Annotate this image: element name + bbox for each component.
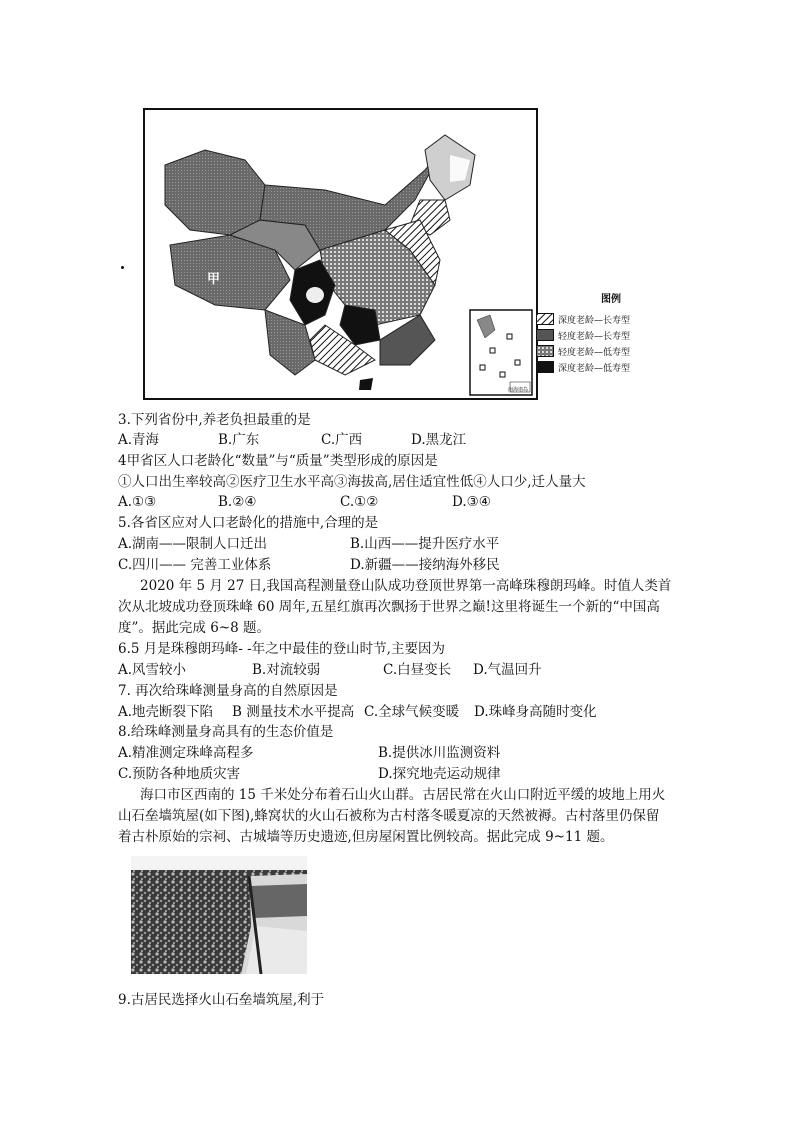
region-hainan — [359, 378, 373, 390]
q7-stem: 7. 再次给珠峰测量身高的自然原因是 — [118, 683, 338, 699]
q6-stem: 6.5 月是珠穆朗玛峰- -年之中最佳的登山时节,主要因为 — [118, 641, 445, 657]
legend-item — [536, 327, 686, 343]
q4-option-c: C.①② — [340, 494, 379, 510]
passage2-line3: 着古朴原始的宗祠、古城墙等历史遗迹,但房屋闲置比例较高。据此完成 9~11 题。 — [118, 829, 614, 845]
legend-label: 轻度老龄—低寿型 — [558, 347, 631, 358]
volcanic-stone-house-photo — [131, 856, 307, 974]
passage1-line2: 次从北坡成功登顶珠峰 60 周年,五星红旗再次飘扬于世界之巅!这里将诞生一个新的“中国高 — [118, 599, 660, 615]
q5-option-c: C.四川—— 完善工业体系 — [118, 557, 272, 573]
q8-option-d: D.探究地壳运动规律 — [378, 766, 501, 782]
q4-option-b: B.②④ — [218, 494, 257, 510]
q3-option-c: C.广西 — [321, 432, 363, 448]
q4-stem: 4甲省区人口老龄化“数量”与“质量”类型形成的原因是 — [118, 453, 438, 469]
legend-swatch-dark — [536, 329, 554, 341]
q3-option-d: D.黑龙江 — [411, 432, 467, 448]
q5-stem: 5.各省区应对人口老龄化的措施中,合理的是 — [118, 515, 379, 531]
margin-dot — [121, 266, 124, 269]
q6-option-c: C.白昼变长 — [383, 662, 452, 678]
region-xinjiang — [165, 150, 265, 235]
q3-option-b: B.广东 — [218, 432, 260, 448]
q5-option-d: D.新疆——接纳海外移民 — [350, 557, 500, 573]
passage1-line1: 2020 年 5 月 27 日,我国高程测量登山队成功登顶世界第一高峰珠穆朗玛峰。时值人类首 — [140, 578, 672, 594]
legend-swatch-grid — [536, 345, 554, 357]
legend-label: 轻度老龄—长寿型 — [558, 331, 631, 342]
legend-swatch-hatch — [536, 313, 554, 325]
map-legend — [536, 290, 686, 375]
q7-option-d: D.珠峰身高随时变化 — [474, 704, 597, 720]
legend-item — [536, 311, 686, 327]
china-map — [145, 110, 536, 398]
q8-option-a: A.精准测定珠峰高程多 — [118, 745, 254, 761]
map-label-jia: 甲 — [207, 272, 221, 287]
legend-label: 深度老龄—长寿型 — [558, 315, 631, 326]
q8-option-c: C.预防各种地质灾害 — [118, 766, 241, 782]
passage1-line3: 度”。据此完成 6~8 题。 — [118, 620, 270, 636]
q5-option-b: B.山西——提升医疗水平 — [350, 536, 500, 552]
q3-stem: 3.下列省份中,养老负担最重的是 — [118, 412, 311, 428]
q7-option-b: B 测量技术水平提高 — [232, 704, 355, 720]
q6-option-b: B.对流较弱 — [252, 662, 321, 678]
legend-swatch-black — [536, 361, 554, 373]
q7-option-c: C.全球气候变暖 — [364, 704, 460, 720]
passage2-line1: 海口市区西南的 15 千米处分布着石山火山群。古居民常在火山口附近平缓的坡地上用火 — [140, 787, 666, 803]
q4-option-a: A.①③ — [118, 494, 157, 510]
q8-stem: 8.给珠峰测量身高具有的生态价值是 — [118, 724, 334, 740]
china-map-figure — [143, 108, 538, 400]
q9-stem: 9.古居民选择火山石垒墙筑屋,利于 — [118, 992, 325, 1008]
q4-statements: ①人口出生率较高②医疗卫生水平高③海拔高,居住适宜性低④人口少,迁人量大 — [118, 474, 586, 490]
legend-title: 图例 — [601, 294, 621, 305]
q5-option-a: A.湖南——限制人口迁出 — [118, 536, 268, 552]
photo-illustration — [131, 856, 307, 974]
q6-option-d: D.气温回升 — [473, 662, 542, 678]
q6-option-a: A.风雪较小 — [118, 662, 187, 678]
q8-option-b: B.提供冰川监测资料 — [378, 745, 501, 761]
legend-label: 深度老龄—低寿型 — [558, 363, 631, 374]
legend-item — [536, 343, 686, 359]
inset-label: 南海诸岛 — [508, 387, 529, 393]
q3-option-a: A.青海 — [118, 432, 160, 448]
q4-option-d: D.③④ — [452, 494, 491, 510]
legend-item — [536, 359, 686, 375]
passage2-line2: 山石垒墙筑屋(如下图),蜂窝状的火山石被称为古村落冬暖夏凉的天然被褥。古村落里仍保留 — [118, 808, 660, 824]
q7-option-a: A.地壳断裂下陷 — [118, 704, 214, 720]
